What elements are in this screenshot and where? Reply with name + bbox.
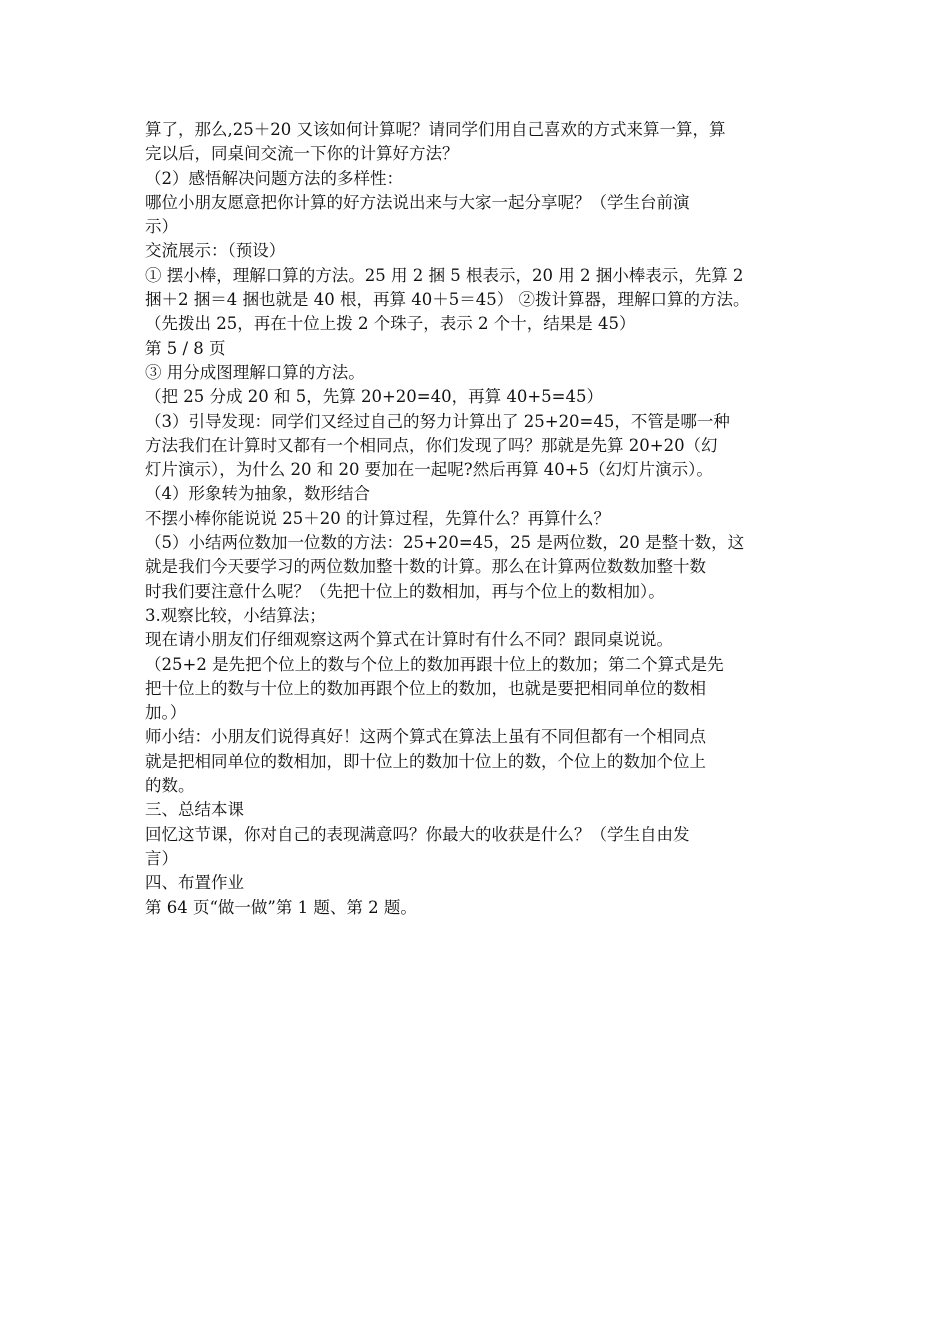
text-line: 现在请小朋友们仔细观察这两个算式在计算时有什么不同？跟同桌说说。	[145, 630, 673, 650]
text-line: （5）小结两位数加一位数的方法：25+20=45，25 是两位数，20 是整十数，这	[145, 533, 745, 553]
section-heading: 3.观察比较，小结算法；	[145, 605, 326, 625]
text-line: ③ 用分成图理解口算的方法。	[145, 362, 365, 382]
text-line: 方法我们在计算时又都有一个相同点，你们发现了吗？那就是先算 20+20（幻	[145, 435, 718, 455]
text-line: 的数。	[145, 776, 195, 796]
text-line: 完以后，同桌间交流一下你的计算好方法？	[145, 144, 459, 164]
text-line: 灯片演示），为什么 20 和 20 要加在一起呢?然后再算 40+5（幻灯片演示）。	[145, 460, 713, 480]
document-body	[145, 118, 807, 920]
text-line: （先拨出 25，再在十位上拨 2 个珠子，表示 2 个十，结果是 45）	[145, 314, 636, 334]
text-line: （3）引导发现：同学们又经过自己的努力计算出了 25+20=45，不管是哪一种	[145, 411, 730, 431]
text-line: 时我们要注意什么呢？（先把十位上的数相加，再与个位上的数相加）。	[145, 581, 665, 601]
text-line: 就是我们今天要学习的两位数加整十数的计算。那么在计算两位数数加整十数	[145, 557, 706, 577]
text-line: 师小结：小朋友们说得真好！这两个算式在算法上虽有不同但都有一个相同点	[145, 727, 706, 747]
text-line: 哪位小朋友愿意把你计算的好方法说出来与大家一起分享呢？（学生台前演	[145, 192, 690, 212]
text-line: 就是把相同单位的数相加，即十位上的数加十位上的数，个位上的数加个位上	[145, 751, 706, 771]
text-line: 算了，那么,25＋20 又该如何计算呢？请同学们用自己喜欢的方式来算一算，算	[145, 120, 726, 139]
text-line: （2）感悟解决问题方法的多样性：	[145, 168, 403, 188]
text-line: （4）形象转为抽象，数形结合	[145, 484, 370, 504]
text-line: ① 摆小棒，理解口算的方法。25 用 2 捆 5 根表示，20 用 2 捆小棒表示，先算 2	[145, 265, 744, 285]
section-heading: 三、总结本课	[145, 800, 244, 820]
text-line: （25+2 是先把个位上的数与个位上的数加再跟十位上的数加；第二个算式是先	[145, 654, 724, 674]
text-line: 交流展示：（预设）	[145, 241, 286, 261]
page-number: 第 5 / 8 页	[145, 338, 226, 358]
text-line: 加。）	[145, 703, 187, 723]
text-line: 第 64 页“做一做”第 1 题、第 2 题。	[145, 897, 417, 917]
text-line: 捆＋2 捆＝4 捆也就是 40 根，再算 40＋5＝45） ②拨计算器，理解口算的方法。	[145, 290, 750, 310]
text-line: （把 25 分成 20 和 5，先算 20+20=40，再算 40+5=45）	[145, 387, 603, 407]
text-line: 把十位上的数与十位上的数加再跟个位上的数加，也就是要把相同单位的数相	[145, 678, 706, 698]
text-line: 不摆小棒你能说说 25＋20 的计算过程，先算什么？再算什么？	[145, 508, 610, 528]
text-line: 回忆这节课，你对自己的表现满意吗？你最大的收获是什么？（学生自由发	[145, 824, 690, 844]
text-line: 言）	[145, 848, 178, 868]
text-line: 示）	[145, 217, 178, 237]
section-heading: 四、布置作业	[145, 873, 244, 893]
